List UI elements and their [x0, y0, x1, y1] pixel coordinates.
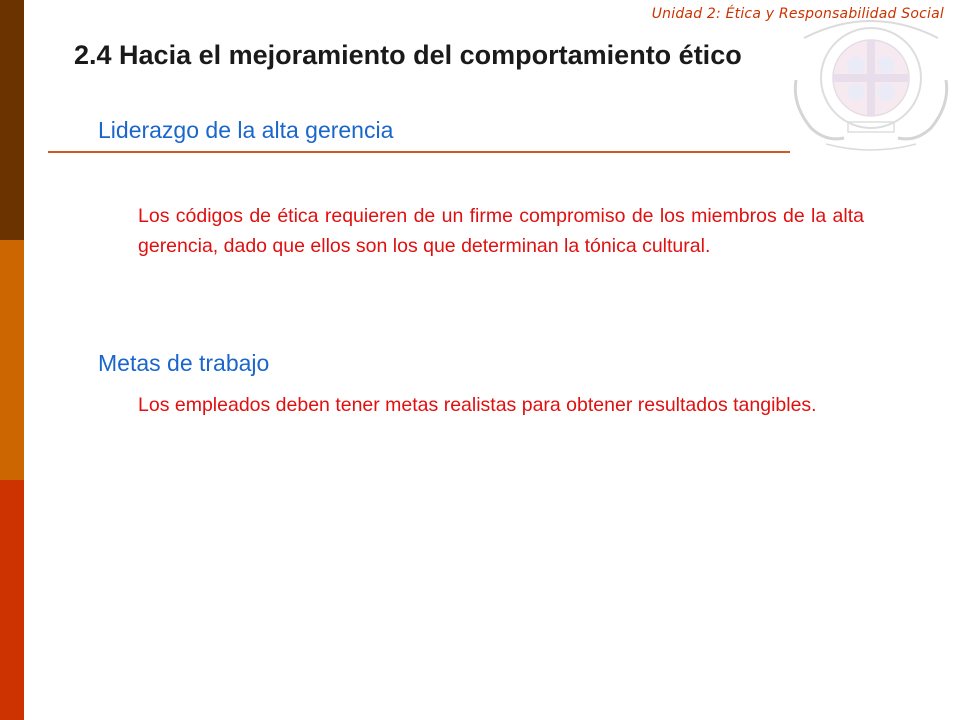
- sidebar-band-middle: [0, 240, 24, 480]
- section-body-liderazgo: Los códigos de ética requieren de un firme compromiso de los miembros de la alta gerencia, dado que ellos son los que determinan la tónica cultural.: [138, 205, 864, 257]
- unit-label: Unidad 2: Ética y Responsabilidad Social: [651, 6, 944, 22]
- university-seal-logo: [786, 10, 956, 160]
- sidebar-band-bottom: [0, 480, 24, 720]
- heading-divider: [48, 151, 790, 153]
- slide-title: 2.4 Hacia el mejoramiento del comportamiento ético: [74, 40, 742, 70]
- section-heading-liderazgo: Liderazgo de la alta gerencia: [98, 117, 394, 143]
- sidebar-band-top: [0, 0, 24, 240]
- section-heading-metas: Metas de trabajo: [98, 350, 270, 376]
- section-body-metas: Los empleados deben tener metas realistas para obtener resultados tangibles.: [138, 394, 817, 416]
